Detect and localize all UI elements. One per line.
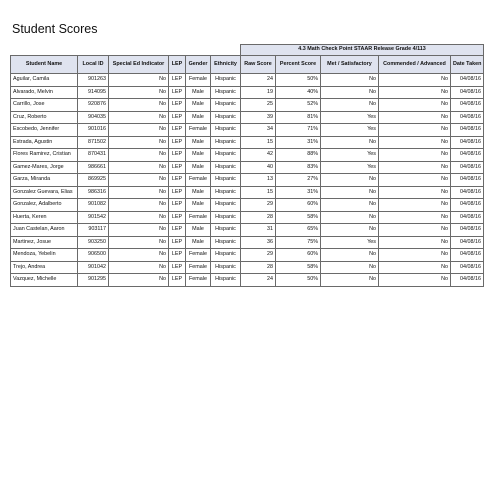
cell-percent-score: 50% xyxy=(276,274,321,287)
cell-student-name: Huerta, Keren xyxy=(11,211,78,224)
cell-special-ed-indicator: No xyxy=(109,274,169,287)
cell-percent-score: 65% xyxy=(276,224,321,237)
column-header-lep: LEP xyxy=(169,56,186,74)
cell-local-id: 986661 xyxy=(78,161,109,174)
cell-met-satisfactory: No xyxy=(321,274,379,287)
cell-ethnicity: Hispanic xyxy=(211,74,241,87)
column-header-local-id: Local ID xyxy=(78,56,109,74)
cell-gender: Female xyxy=(186,211,211,224)
table-row xyxy=(11,224,484,237)
cell-percent-score: 31% xyxy=(276,186,321,199)
cell-percent-score: 52% xyxy=(276,99,321,112)
cell-met-satisfactory: Yes xyxy=(321,111,379,124)
cell-lep: LEP xyxy=(169,74,186,87)
cell-special-ed-indicator: No xyxy=(109,236,169,249)
cell-date-taken: 04/08/16 xyxy=(451,86,484,99)
column-header-raw-score: Raw Score xyxy=(241,56,276,74)
cell-percent-score: 60% xyxy=(276,199,321,212)
cell-ethnicity: Hispanic xyxy=(211,199,241,212)
cell-raw-score: 25 xyxy=(241,99,276,112)
cell-special-ed-indicator: No xyxy=(109,99,169,112)
cell-gender: Male xyxy=(186,186,211,199)
table-row xyxy=(11,249,484,262)
cell-special-ed-indicator: No xyxy=(109,224,169,237)
cell-special-ed-indicator: No xyxy=(109,149,169,162)
cell-gender: Male xyxy=(186,161,211,174)
cell-gender: Female xyxy=(186,174,211,187)
cell-lep: LEP xyxy=(169,249,186,262)
cell-commended-advanced: No xyxy=(379,74,451,87)
cell-date-taken: 04/08/16 xyxy=(451,224,484,237)
cell-ethnicity: Hispanic xyxy=(211,211,241,224)
cell-ethnicity: Hispanic xyxy=(211,136,241,149)
cell-commended-advanced: No xyxy=(379,236,451,249)
table-row xyxy=(11,236,484,249)
cell-commended-advanced: No xyxy=(379,261,451,274)
cell-commended-advanced: No xyxy=(379,86,451,99)
cell-local-id: 903250 xyxy=(78,236,109,249)
cell-date-taken: 04/08/16 xyxy=(451,136,484,149)
cell-commended-advanced: No xyxy=(379,249,451,262)
cell-lep: LEP xyxy=(169,224,186,237)
cell-met-satisfactory: No xyxy=(321,99,379,112)
cell-gender: Male xyxy=(186,99,211,112)
student-scores-table xyxy=(10,44,484,287)
cell-date-taken: 04/08/16 xyxy=(451,149,484,162)
cell-met-satisfactory: Yes xyxy=(321,149,379,162)
cell-lep: LEP xyxy=(169,149,186,162)
cell-student-name: Carrillo, Jose xyxy=(11,99,78,112)
cell-percent-score: 81% xyxy=(276,111,321,124)
cell-commended-advanced: No xyxy=(379,124,451,137)
cell-special-ed-indicator: No xyxy=(109,111,169,124)
cell-date-taken: 04/08/16 xyxy=(451,99,484,112)
column-header-commended-advanced: Commended / Advanced xyxy=(379,56,451,74)
cell-raw-score: 28 xyxy=(241,261,276,274)
cell-raw-score: 29 xyxy=(241,249,276,262)
cell-commended-advanced: No xyxy=(379,224,451,237)
column-header-ethnicity: Ethnicity xyxy=(211,56,241,74)
cell-lep: LEP xyxy=(169,124,186,137)
cell-date-taken: 04/08/16 xyxy=(451,174,484,187)
cell-ethnicity: Hispanic xyxy=(211,236,241,249)
table-row xyxy=(11,186,484,199)
cell-date-taken: 04/08/16 xyxy=(451,261,484,274)
column-header-date-taken: Date Taken xyxy=(451,56,484,74)
table-row xyxy=(11,174,484,187)
page-title: Student Scores xyxy=(12,22,98,36)
cell-lep: LEP xyxy=(169,161,186,174)
cell-met-satisfactory: Yes xyxy=(321,161,379,174)
cell-local-id: 870431 xyxy=(78,149,109,162)
cell-student-name: Garza, Miranda xyxy=(11,174,78,187)
cell-gender: Male xyxy=(186,199,211,212)
cell-lep: LEP xyxy=(169,236,186,249)
cell-date-taken: 04/08/16 xyxy=(451,124,484,137)
cell-raw-score: 40 xyxy=(241,161,276,174)
cell-local-id: 920876 xyxy=(78,99,109,112)
cell-ethnicity: Hispanic xyxy=(211,111,241,124)
cell-special-ed-indicator: No xyxy=(109,211,169,224)
cell-ethnicity: Hispanic xyxy=(211,224,241,237)
cell-ethnicity: Hispanic xyxy=(211,261,241,274)
table-row xyxy=(11,211,484,224)
cell-local-id: 871502 xyxy=(78,136,109,149)
cell-commended-advanced: No xyxy=(379,211,451,224)
cell-student-name: Trejo, Andrea xyxy=(11,261,78,274)
cell-local-id: 914095 xyxy=(78,86,109,99)
cell-local-id: 869925 xyxy=(78,174,109,187)
cell-percent-score: 60% xyxy=(276,249,321,262)
cell-met-satisfactory: No xyxy=(321,199,379,212)
cell-lep: LEP xyxy=(169,174,186,187)
cell-commended-advanced: No xyxy=(379,274,451,287)
cell-date-taken: 04/08/16 xyxy=(451,161,484,174)
cell-commended-advanced: No xyxy=(379,136,451,149)
cell-gender: Male xyxy=(186,224,211,237)
cell-percent-score: 40% xyxy=(276,86,321,99)
cell-lep: LEP xyxy=(169,86,186,99)
score-rows xyxy=(11,74,484,287)
cell-student-name: Gonzalez Guevara, Elias xyxy=(11,186,78,199)
cell-local-id: 901016 xyxy=(78,124,109,137)
cell-raw-score: 15 xyxy=(241,136,276,149)
cell-local-id: 904035 xyxy=(78,111,109,124)
cell-local-id: 901542 xyxy=(78,211,109,224)
cell-special-ed-indicator: No xyxy=(109,136,169,149)
cell-special-ed-indicator: No xyxy=(109,199,169,212)
cell-student-name: Martinez, Josue xyxy=(11,236,78,249)
cell-student-name: Cruz, Roberto xyxy=(11,111,78,124)
table-row xyxy=(11,161,484,174)
cell-met-satisfactory: No xyxy=(321,249,379,262)
cell-ethnicity: Hispanic xyxy=(211,161,241,174)
table-row xyxy=(11,111,484,124)
cell-percent-score: 58% xyxy=(276,211,321,224)
cell-date-taken: 04/08/16 xyxy=(451,274,484,287)
cell-special-ed-indicator: No xyxy=(109,161,169,174)
column-header-met-satisfactory: Met / Satisfactory xyxy=(321,56,379,74)
cell-gender: Female xyxy=(186,124,211,137)
column-header-gender: Gender xyxy=(186,56,211,74)
cell-gender: Male xyxy=(186,111,211,124)
cell-ethnicity: Hispanic xyxy=(211,124,241,137)
cell-local-id: 901263 xyxy=(78,74,109,87)
cell-local-id: 901295 xyxy=(78,274,109,287)
cell-percent-score: 75% xyxy=(276,236,321,249)
cell-special-ed-indicator: No xyxy=(109,261,169,274)
cell-lep: LEP xyxy=(169,99,186,112)
cell-commended-advanced: No xyxy=(379,111,451,124)
cell-raw-score: 34 xyxy=(241,124,276,137)
cell-student-name: Vazquez, Michelle xyxy=(11,274,78,287)
cell-raw-score: 28 xyxy=(241,211,276,224)
cell-met-satisfactory: No xyxy=(321,86,379,99)
cell-raw-score: 42 xyxy=(241,149,276,162)
cell-percent-score: 88% xyxy=(276,149,321,162)
table-row xyxy=(11,86,484,99)
cell-commended-advanced: No xyxy=(379,174,451,187)
cell-gender: Female xyxy=(186,249,211,262)
column-header-special-ed-indicator: Special Ed Indicator xyxy=(109,56,169,74)
cell-date-taken: 04/08/16 xyxy=(451,186,484,199)
cell-date-taken: 04/08/16 xyxy=(451,236,484,249)
cell-special-ed-indicator: No xyxy=(109,74,169,87)
cell-date-taken: 04/08/16 xyxy=(451,199,484,212)
cell-student-name: Alvarado, Melvin xyxy=(11,86,78,99)
cell-special-ed-indicator: No xyxy=(109,174,169,187)
column-header-student-name: Student Name xyxy=(11,56,78,74)
cell-student-name: Juan Castelan, Aaron xyxy=(11,224,78,237)
cell-commended-advanced: No xyxy=(379,199,451,212)
table-row xyxy=(11,149,484,162)
cell-ethnicity: Hispanic xyxy=(211,274,241,287)
cell-commended-advanced: No xyxy=(379,161,451,174)
cell-student-name: Mendoza, Yebelin xyxy=(11,249,78,262)
cell-local-id: 906500 xyxy=(78,249,109,262)
cell-percent-score: 31% xyxy=(276,136,321,149)
cell-date-taken: 04/08/16 xyxy=(451,111,484,124)
cell-lep: LEP xyxy=(169,274,186,287)
cell-date-taken: 04/08/16 xyxy=(451,249,484,262)
cell-special-ed-indicator: No xyxy=(109,186,169,199)
cell-percent-score: 83% xyxy=(276,161,321,174)
cell-met-satisfactory: No xyxy=(321,174,379,187)
cell-commended-advanced: No xyxy=(379,186,451,199)
cell-date-taken: 04/08/16 xyxy=(451,74,484,87)
cell-ethnicity: Hispanic xyxy=(211,99,241,112)
cell-student-name: Aguilar, Camila xyxy=(11,74,78,87)
table-row xyxy=(11,199,484,212)
cell-commended-advanced: No xyxy=(379,149,451,162)
cell-ethnicity: Hispanic xyxy=(211,86,241,99)
cell-student-name: Estrada, Agustin xyxy=(11,136,78,149)
table-row xyxy=(11,261,484,274)
cell-local-id: 903117 xyxy=(78,224,109,237)
cell-lep: LEP xyxy=(169,261,186,274)
cell-raw-score: 19 xyxy=(241,86,276,99)
cell-percent-score: 27% xyxy=(276,174,321,187)
cell-ethnicity: Hispanic xyxy=(211,174,241,187)
cell-met-satisfactory: No xyxy=(321,136,379,149)
cell-special-ed-indicator: No xyxy=(109,249,169,262)
cell-ethnicity: Hispanic xyxy=(211,249,241,262)
column-header-percent-score: Percent Score xyxy=(276,56,321,74)
cell-lep: LEP xyxy=(169,199,186,212)
cell-ethnicity: Hispanic xyxy=(211,149,241,162)
group-header-row xyxy=(11,45,484,56)
cell-met-satisfactory: No xyxy=(321,261,379,274)
cell-lep: LEP xyxy=(169,211,186,224)
cell-ethnicity: Hispanic xyxy=(211,186,241,199)
cell-lep: LEP xyxy=(169,111,186,124)
cell-gender: Female xyxy=(186,261,211,274)
cell-met-satisfactory: Yes xyxy=(321,124,379,137)
cell-gender: Male xyxy=(186,136,211,149)
header-spacer xyxy=(11,45,241,56)
cell-raw-score: 29 xyxy=(241,199,276,212)
cell-gender: Male xyxy=(186,86,211,99)
cell-lep: LEP xyxy=(169,136,186,149)
cell-raw-score: 13 xyxy=(241,174,276,187)
cell-percent-score: 71% xyxy=(276,124,321,137)
cell-raw-score: 39 xyxy=(241,111,276,124)
cell-gender: Female xyxy=(186,74,211,87)
column-header-row xyxy=(11,56,484,74)
cell-local-id: 901082 xyxy=(78,199,109,212)
cell-met-satisfactory: No xyxy=(321,224,379,237)
cell-percent-score: 58% xyxy=(276,261,321,274)
cell-gender: Female xyxy=(186,274,211,287)
cell-student-name: Flores Ramirez, Cristian xyxy=(11,149,78,162)
cell-local-id: 901042 xyxy=(78,261,109,274)
table-row xyxy=(11,74,484,87)
cell-student-name: Gonzalez, Adalberto xyxy=(11,199,78,212)
cell-commended-advanced: No xyxy=(379,99,451,112)
cell-met-satisfactory: No xyxy=(321,186,379,199)
assessment-group-header: 4.3 Math Check Point STAAR Release Grade 4/113 xyxy=(241,45,484,56)
cell-raw-score: 36 xyxy=(241,236,276,249)
table-row xyxy=(11,124,484,137)
cell-local-id: 986316 xyxy=(78,186,109,199)
cell-raw-score: 31 xyxy=(241,224,276,237)
cell-lep: LEP xyxy=(169,186,186,199)
table-row xyxy=(11,136,484,149)
cell-met-satisfactory: No xyxy=(321,74,379,87)
cell-student-name: Gamez-Mares, Jorge xyxy=(11,161,78,174)
cell-percent-score: 50% xyxy=(276,74,321,87)
cell-student-name: Escobedo, Jennifer xyxy=(11,124,78,137)
cell-gender: Male xyxy=(186,149,211,162)
cell-date-taken: 04/08/16 xyxy=(451,211,484,224)
cell-special-ed-indicator: No xyxy=(109,86,169,99)
table-row xyxy=(11,99,484,112)
cell-raw-score: 24 xyxy=(241,74,276,87)
cell-raw-score: 15 xyxy=(241,186,276,199)
cell-met-satisfactory: No xyxy=(321,211,379,224)
table-row xyxy=(11,274,484,287)
cell-raw-score: 24 xyxy=(241,274,276,287)
cell-gender: Male xyxy=(186,236,211,249)
cell-special-ed-indicator: No xyxy=(109,124,169,137)
cell-met-satisfactory: Yes xyxy=(321,236,379,249)
